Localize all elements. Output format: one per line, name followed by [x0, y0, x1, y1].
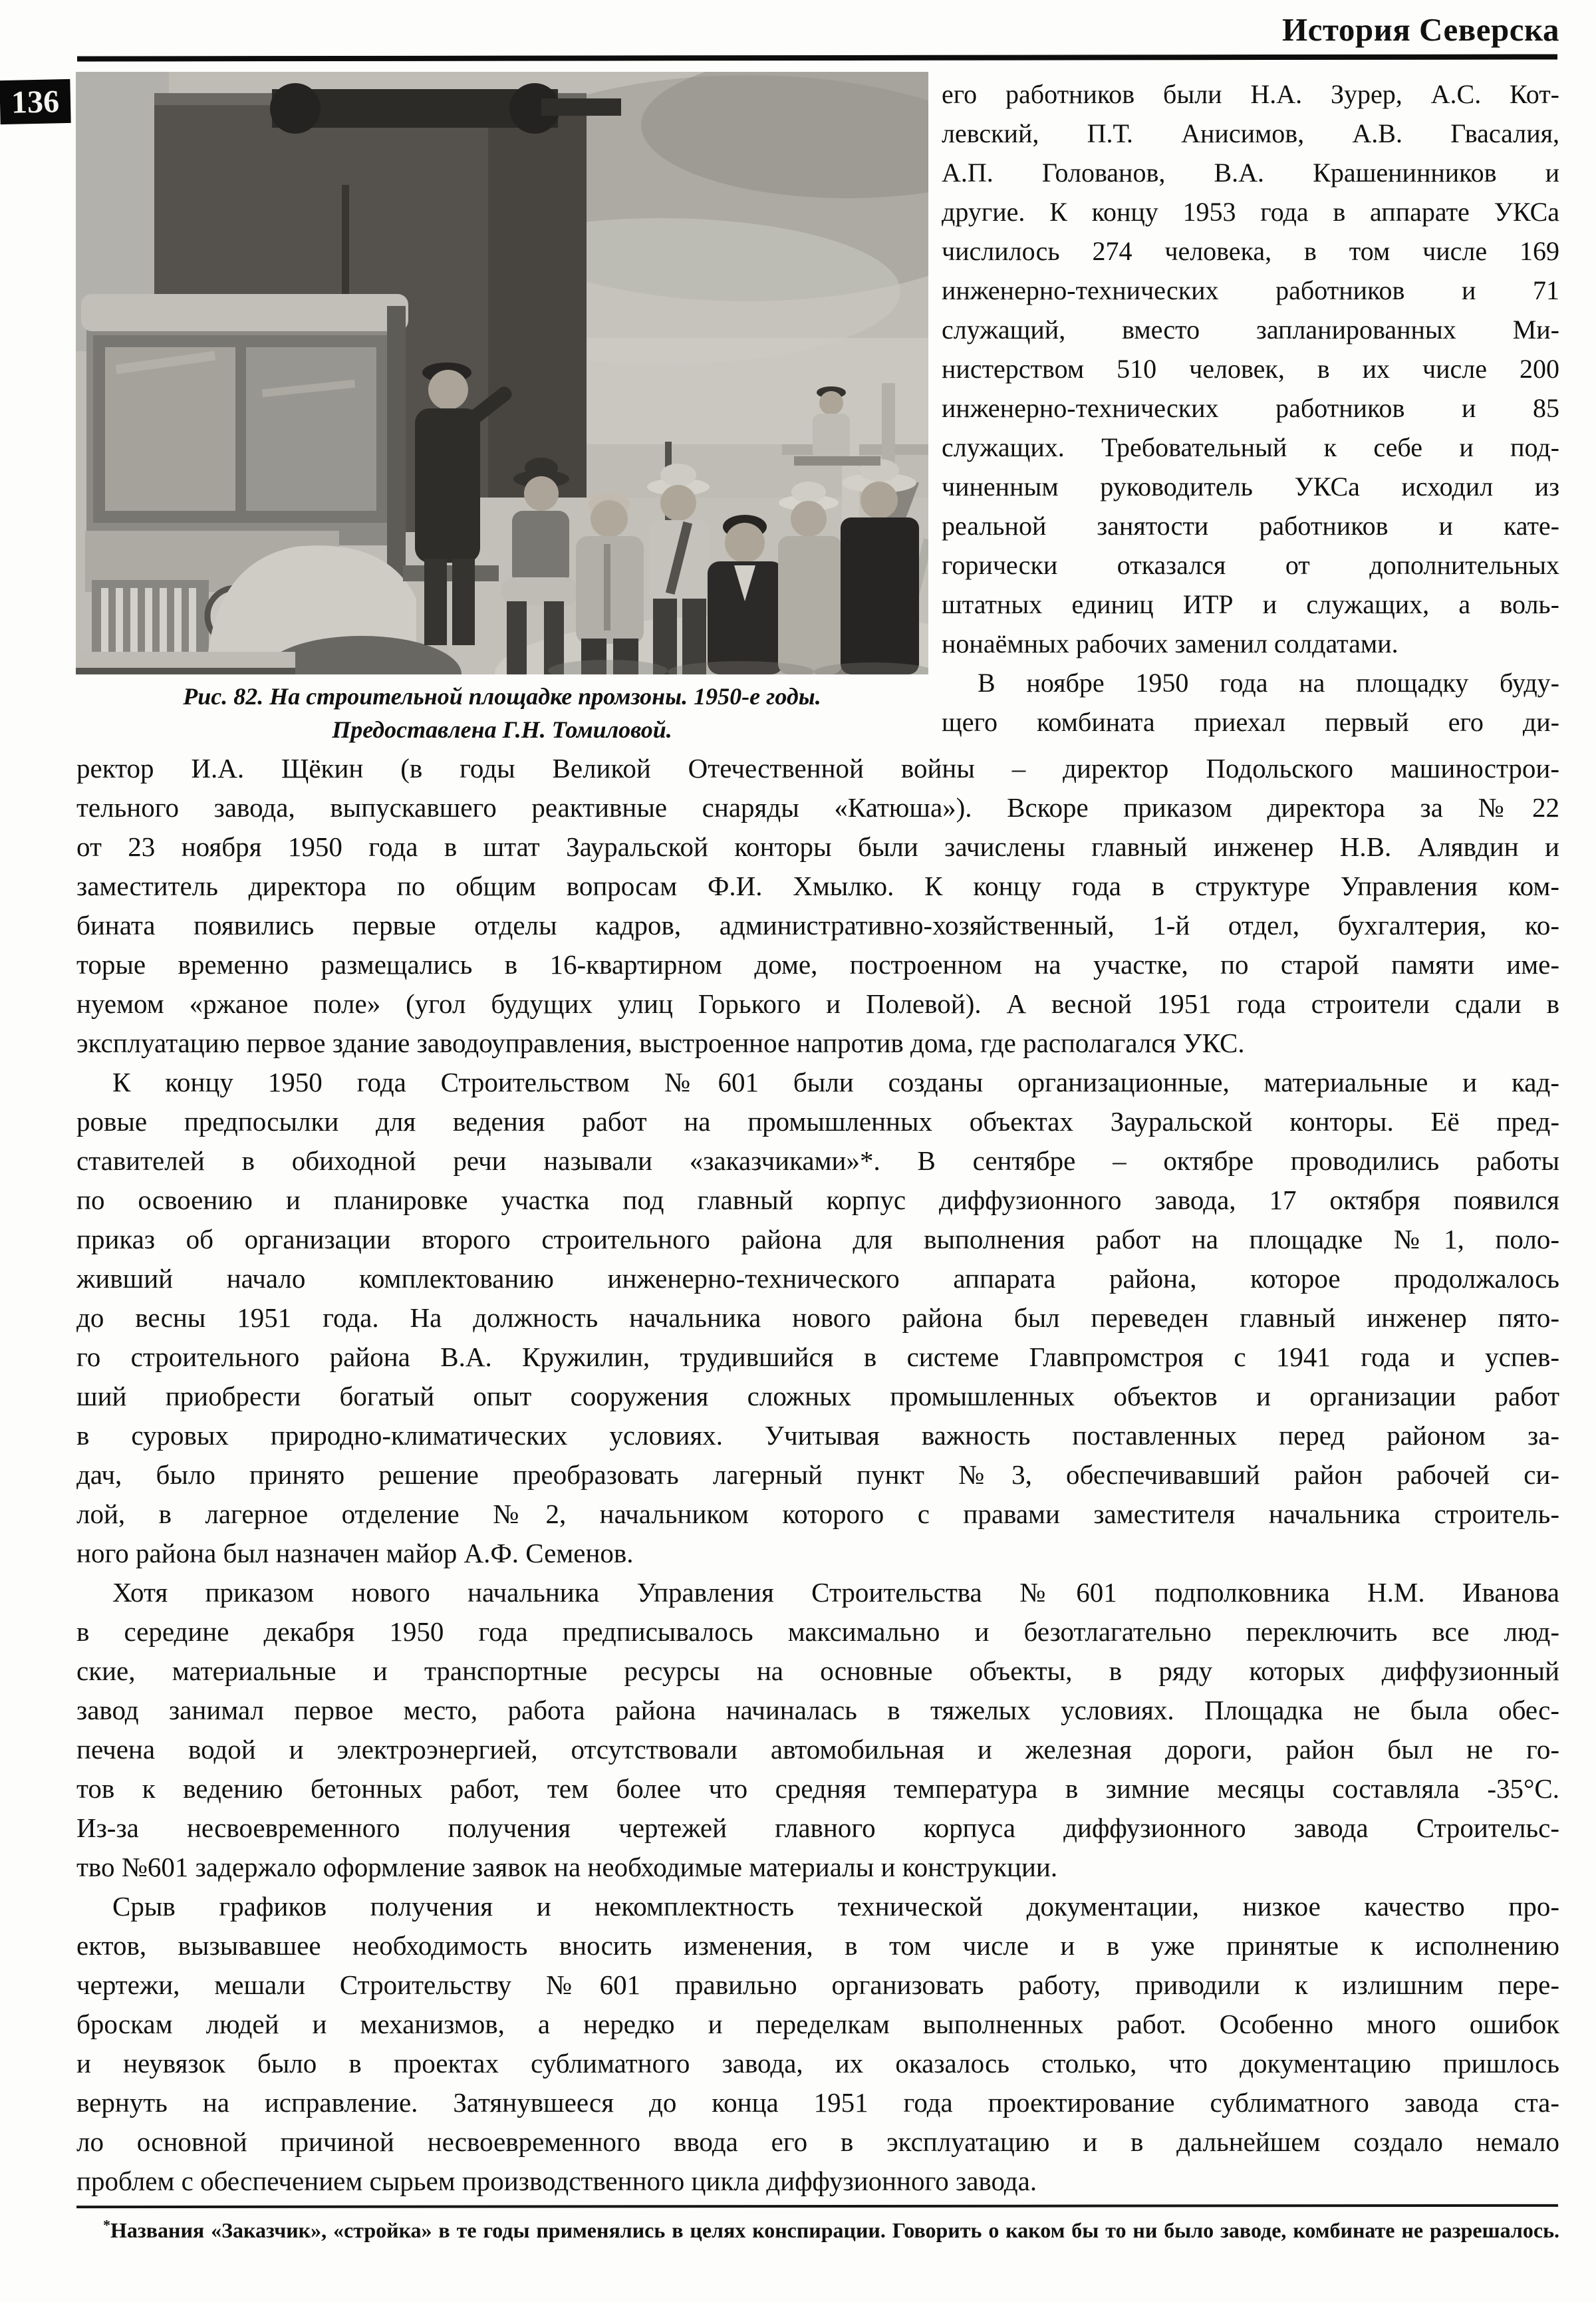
- text-line: ший приобрести богатый опыт сооружения сложных промышленных объектов и организации работ: [76, 1381, 1559, 1411]
- text-line: лой, в лагерное отделение №2, начальником которого с правами заместителя начальника строитель-: [76, 1499, 1559, 1529]
- text-line: ровые предпосылки для ведения работ на промышленных объектах Зауральской конторы. Её пред-: [76, 1106, 1559, 1137]
- text-line: в середине декабря 1950 года предписывалось максимально и безотлагательно переключить все люд-: [76, 1616, 1559, 1647]
- footnote-text: Названия «Заказчик», «стройка» в те годы применялись в целях конспирации. Говорить о каком бы то ни было заводе, комбинате не разрешалось.: [110, 2218, 1559, 2242]
- text-line: тельного завода, выпускавшего реактивные снаряды «Катюша»). Вскоре приказом директора за №22: [76, 792, 1559, 823]
- right-column-text: [942, 74, 1559, 742]
- photo-caption: [76, 680, 928, 746]
- text-line: нонаёмных рабочих заменил солдатами.: [942, 629, 1398, 658]
- text-line: реальной занятости работников и кате-: [942, 511, 1559, 541]
- text-line: Срыв графиков получения и некомплектность технической документации, низкое качество про-: [112, 1891, 1559, 1922]
- text-line: живший начало комплектованию инженерно-технического аппарата района, которое продолжалось: [76, 1263, 1559, 1294]
- footnote: [76, 2215, 1559, 2245]
- text-line: горически отказался от дополнительных: [942, 550, 1559, 580]
- text-line: печена водой и электроэнергией, отсутствовали автомобильная и железная дороги, район был не го-: [76, 1734, 1559, 1765]
- text-line: числилось 274 человека, в том числе 169: [942, 236, 1559, 266]
- page-number-badge: 136: [0, 79, 71, 124]
- text-line: вернуть на исправление. Затянувшееся до конца 1951 года проектирование сублиматного завода ста-: [76, 2087, 1559, 2118]
- text-line: эксплуатацию первое здание заводоуправления, выстроенное напротив дома, где располагался УКС.: [76, 1028, 1245, 1058]
- text-line: бината появились первые отделы кадров, административно-хозяйственный, 1-й отдел, бухгалтерия, ко-: [76, 910, 1559, 940]
- text-line: чертежи, мешали Строительству №601 правильно организовать работу, приводили к излишним пере-: [76, 1969, 1559, 2000]
- text-line: другие. К концу 1953 года в аппарате УКСа: [942, 197, 1559, 227]
- text-line: завод занимал первое место, работа района начиналась в тяжелых условиях. Площадка не была обес-: [76, 1695, 1559, 1725]
- text-line: Хотя приказом нового начальника Управления Строительства №601 подполковника Н.М. Иванова: [112, 1577, 1559, 1608]
- text-line: служащих. Требовательный к себе и под-: [942, 432, 1559, 462]
- text-line: нуемом «ржаное поле» (угол будущих улиц Горького и Полевой). А весной 1951 года строители сдали в: [76, 988, 1559, 1019]
- text-line: до весны 1951 года. На должность начальника нового района был переведен главный инженер пято-: [76, 1302, 1559, 1333]
- body-text: [76, 749, 1559, 2201]
- text-line: и неувязок было в проектах сублиматного завода, их оказалось столько, что документацию пришлось: [76, 2048, 1559, 2079]
- text-line: нистерством 510 человек, в их числе 200: [942, 354, 1559, 384]
- text-line: ного района был назначен майор А.Ф. Семенов.: [76, 1538, 634, 1568]
- text-line: от 23 ноября 1950 года в штат Зауральской конторы были зачислены главный инженер Н.В. Алявдин и: [76, 831, 1559, 862]
- text-line: ские, материальные и транспортные ресурсы на основные объекты, в ряду которых диффузионный: [76, 1655, 1559, 1686]
- photo: [76, 72, 928, 674]
- text-line: дач, было принято решение преобразовать лагерный пункт №3, обеспечивавший район рабочей си-: [76, 1459, 1559, 1490]
- text-line: в суровых природно-климатических условиях. Учитывая важность поставленных перед районом за-: [76, 1420, 1559, 1451]
- text-line: В ноябре 1950 года на площадку буду-: [978, 668, 1559, 698]
- caption-line-1: Рис. 82. На строительной площадке промзоны. 1950-е годы.: [183, 683, 821, 710]
- text-line: его работников были Н.А. Зурер, А.С. Кот-: [942, 79, 1559, 109]
- photo-illustration: [76, 72, 928, 674]
- page-header: История Северска: [1282, 11, 1559, 48]
- text-line: ставителей в обиходной речи называли «заказчиками»*. В сентябре – октябре проводились работы: [76, 1145, 1559, 1176]
- text-line: К концу 1950 года Строительством №601 были созданы организационные, материальные и кад-: [112, 1067, 1559, 1097]
- text-line: тов к ведению бетонных работ, тем более что средняя температура в зимние месяцы составляла -35°С.: [76, 1773, 1559, 1804]
- text-line: ло основной причиной несвоевременного ввода его в эксплуатацию и в дальнейшем создало немало: [76, 2126, 1559, 2157]
- caption-line-2: Предоставлена Г.Н. Томиловой.: [332, 716, 672, 743]
- text-line: ектов, вызывавшее необходимость вносить изменения, в том числе и в уже принятые к исполнению: [76, 1930, 1559, 1961]
- text-line: левский, П.Т. Анисимов, А.В. Гвасалия,: [942, 118, 1559, 148]
- text-line: приказ об организации второго строительного района для выполнения работ на площадке №1, поло-: [76, 1224, 1559, 1254]
- text-line: ректор И.А. Щёкин (в годы Великой Отечественной войны – директор Подольского машинострои-: [76, 753, 1559, 784]
- text-line: служащий, вместо запланированных Ми-: [942, 315, 1559, 345]
- text-line: чиненным руководитель УКСа исходил из: [942, 472, 1559, 502]
- text-line: броскам людей и механизмов, а нередко и переделкам выполненных работ. Особенно много ошибок: [76, 2009, 1559, 2039]
- text-line: торые временно размещались в 16-квартирном доме, построенном на участке, по старой памяти име-: [76, 949, 1559, 980]
- text-line: заместитель директора по общим вопросам Ф.И. Хмылко. К концу года в структуре Управления ком-: [76, 871, 1559, 901]
- text-line: проблем с обеспечением сырьем производственного цикла диффузионного завода.: [76, 2166, 1037, 2196]
- text-line: штатных единиц ИТР и служащих, а воль-: [942, 589, 1559, 619]
- text-line: А.П. Голованов, В.А. Крашенинников и: [942, 158, 1559, 188]
- text-line: щего комбината приехал первый его ди-: [942, 707, 1559, 737]
- text-line: инженерно-технических работников и 71: [942, 275, 1559, 305]
- text-line: тво №601 задержало оформление заявок на необходимые материалы и конструкции.: [76, 1852, 1058, 1882]
- text-line: Из-за несвоевременного получения чертежей главного корпуса диффузионного завода Строительс-: [76, 1812, 1559, 1843]
- text-line: по освоению и планировке участка под главный корпус диффузионного завода, 17 октября появился: [76, 1185, 1559, 1215]
- footnote-rule: [76, 2204, 1558, 2208]
- text-line: го строительного района В.А. Кружилин, трудившийся в системе Главпромстроя с 1941 года и успев-: [76, 1342, 1559, 1372]
- text-line: инженерно-технических работников и 85: [942, 393, 1559, 423]
- footnote-star: *: [103, 2216, 110, 2233]
- header-rule: [77, 54, 1557, 61]
